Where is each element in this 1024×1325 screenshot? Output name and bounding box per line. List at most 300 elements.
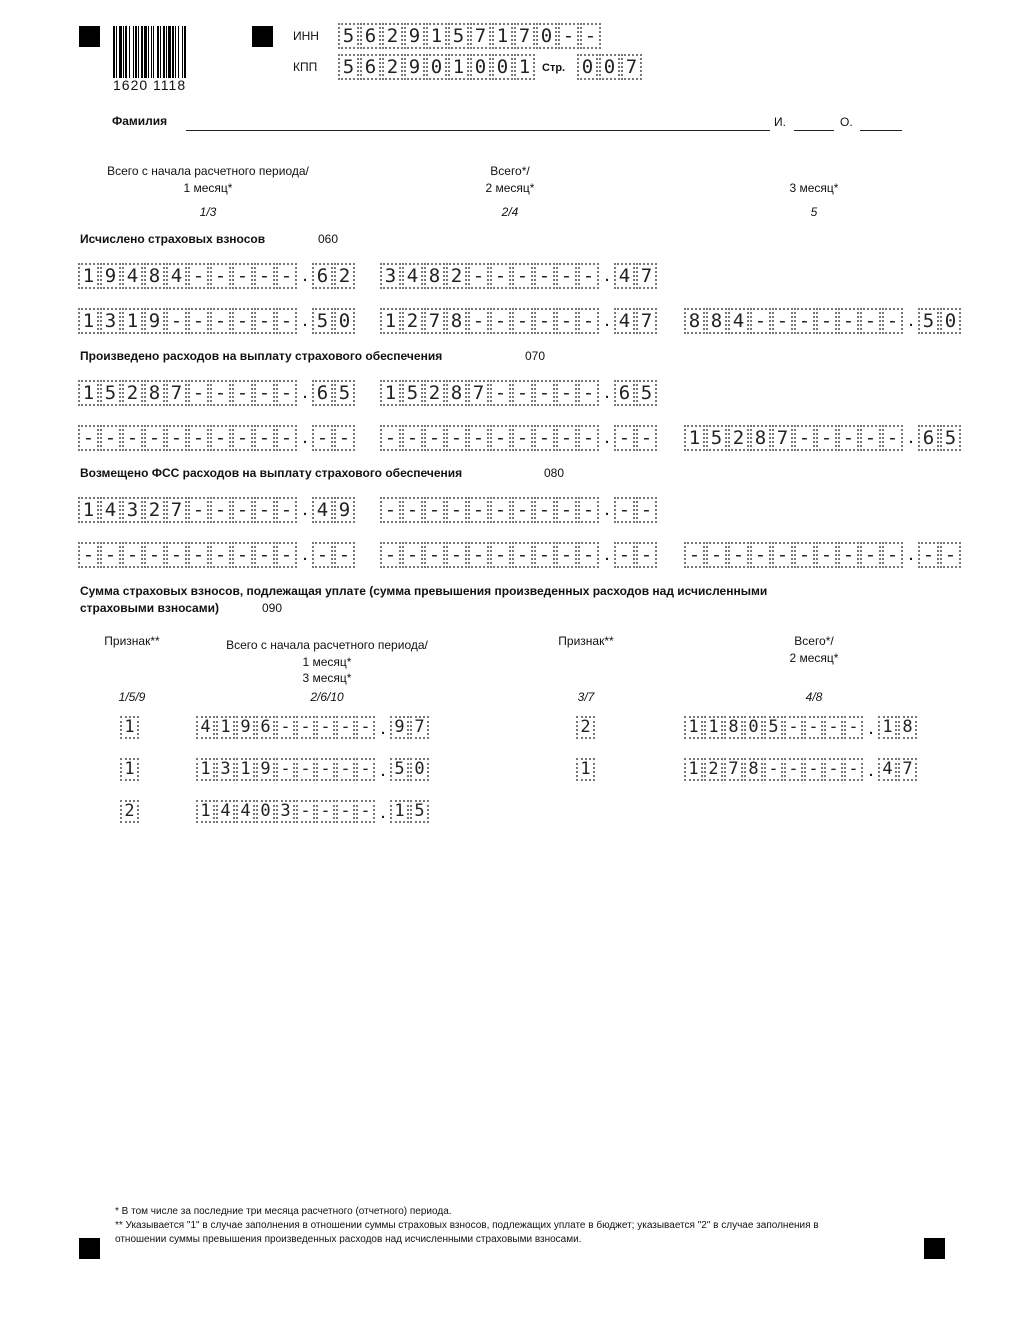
char-cell[interactable]: - bbox=[276, 542, 297, 568]
char-cell[interactable]: - bbox=[556, 497, 577, 523]
char-cell[interactable]: - bbox=[512, 425, 533, 451]
char-cell[interactable]: - bbox=[276, 716, 295, 739]
char-cell[interactable]: 8 bbox=[446, 380, 467, 406]
char-cell[interactable]: - bbox=[706, 542, 727, 568]
char-cell[interactable]: - bbox=[534, 380, 555, 406]
char-cell[interactable]: - bbox=[210, 263, 231, 289]
char-cell[interactable]: 1 bbox=[122, 308, 143, 334]
char-cell[interactable]: 8 bbox=[144, 380, 165, 406]
char-cell[interactable]: - bbox=[556, 542, 577, 568]
char-cell[interactable]: - bbox=[804, 716, 823, 739]
char-cell[interactable]: - bbox=[402, 542, 423, 568]
amount-field-070-r2-c1[interactable] bbox=[78, 425, 356, 451]
barcode bbox=[113, 26, 233, 78]
char-cell[interactable]: - bbox=[490, 308, 511, 334]
char-cell[interactable]: - bbox=[100, 542, 121, 568]
char-cell[interactable]: 7 bbox=[468, 380, 489, 406]
char-cell[interactable]: 1 bbox=[878, 716, 897, 739]
char-cell[interactable]: 5 bbox=[706, 425, 727, 451]
char-cell[interactable]: 7 bbox=[410, 716, 429, 739]
char-cell[interactable]: - bbox=[534, 425, 555, 451]
initial-i-line[interactable] bbox=[794, 114, 834, 131]
char-cell[interactable]: - bbox=[254, 263, 275, 289]
char-cell[interactable]: - bbox=[838, 542, 859, 568]
char-cell[interactable]: - bbox=[316, 716, 335, 739]
char-cell[interactable]: 7 bbox=[724, 758, 743, 781]
char-cell[interactable]: 1 bbox=[380, 308, 401, 334]
char-cell[interactable]: - bbox=[446, 542, 467, 568]
amount-field-080-r2-c2[interactable] bbox=[380, 542, 658, 568]
char-cell[interactable]: - bbox=[772, 542, 793, 568]
char-cell[interactable]: 2 bbox=[334, 263, 355, 289]
char-cell[interactable]: - bbox=[380, 497, 401, 523]
char-cell[interactable]: 2 bbox=[382, 23, 403, 49]
char-cell[interactable]: - bbox=[166, 542, 187, 568]
char-cell[interactable]: - bbox=[580, 23, 601, 49]
char-cell[interactable]: - bbox=[804, 758, 823, 781]
char-cell[interactable]: - bbox=[882, 308, 903, 334]
char-cell[interactable]: - bbox=[882, 542, 903, 568]
char-cell[interactable]: 7 bbox=[636, 263, 657, 289]
char-cell[interactable]: 8 bbox=[724, 716, 743, 739]
char-cell[interactable]: - bbox=[334, 542, 355, 568]
char-cell[interactable]: 4 bbox=[196, 716, 215, 739]
char-cell[interactable]: - bbox=[336, 758, 355, 781]
char-cell[interactable]: - bbox=[764, 758, 783, 781]
char-cell[interactable]: 7 bbox=[166, 497, 187, 523]
char-cell[interactable]: 1 bbox=[380, 380, 401, 406]
char-cell[interactable]: - bbox=[356, 800, 375, 823]
kpp-field[interactable] bbox=[338, 54, 536, 80]
char-cell[interactable]: 1 bbox=[216, 716, 235, 739]
char-cell[interactable]: - bbox=[78, 425, 99, 451]
char-cell[interactable]: - bbox=[468, 497, 489, 523]
amount-field-080-r2-c3[interactable] bbox=[684, 542, 962, 568]
char-cell[interactable]: - bbox=[316, 800, 335, 823]
char-cell[interactable]: 2 bbox=[120, 800, 139, 823]
char-cell[interactable]: 4 bbox=[236, 800, 255, 823]
char-cell[interactable]: - bbox=[636, 542, 657, 568]
char-cell[interactable]: 0 bbox=[577, 54, 598, 80]
char-cell[interactable]: - bbox=[254, 308, 275, 334]
char-cell[interactable]: - bbox=[210, 308, 231, 334]
char-cell[interactable]: 4 bbox=[166, 263, 187, 289]
char-cell[interactable]: 3 bbox=[122, 497, 143, 523]
char-cell[interactable]: 8 bbox=[446, 308, 467, 334]
amount-field-070-r2-c2[interactable] bbox=[380, 425, 658, 451]
char-cell[interactable]: 1 bbox=[448, 54, 469, 80]
char-cell[interactable]: 1 bbox=[684, 425, 705, 451]
char-cell[interactable]: - bbox=[844, 716, 863, 739]
amount-field-060-r2-c3[interactable] bbox=[684, 308, 962, 334]
page-number-field[interactable] bbox=[577, 54, 643, 80]
char-cell[interactable]: - bbox=[144, 542, 165, 568]
char-cell[interactable]: 5 bbox=[918, 308, 939, 334]
char-cell[interactable]: 5 bbox=[312, 308, 333, 334]
char-cell[interactable]: - bbox=[210, 542, 231, 568]
char-cell[interactable]: - bbox=[556, 425, 577, 451]
char-cell[interactable]: 7 bbox=[772, 425, 793, 451]
amount-field-060-r1-c1[interactable] bbox=[78, 263, 356, 289]
char-cell[interactable]: - bbox=[636, 497, 657, 523]
char-cell[interactable]: - bbox=[100, 425, 121, 451]
char-cell[interactable]: 5 bbox=[636, 380, 657, 406]
amount-field-090-a-r2[interactable] bbox=[196, 758, 430, 782]
char-cell[interactable]: - bbox=[728, 542, 749, 568]
char-cell[interactable]: 7 bbox=[898, 758, 917, 781]
char-cell[interactable]: - bbox=[784, 758, 803, 781]
char-cell[interactable]: 6 bbox=[360, 54, 381, 80]
amount-field-080-r1-c1[interactable] bbox=[78, 497, 356, 523]
char-cell[interactable]: - bbox=[512, 308, 533, 334]
char-cell[interactable]: - bbox=[276, 758, 295, 781]
char-cell[interactable]: 1 bbox=[196, 758, 215, 781]
char-cell[interactable]: 2 bbox=[402, 308, 423, 334]
char-cell[interactable]: - bbox=[188, 263, 209, 289]
char-cell[interactable]: - bbox=[296, 758, 315, 781]
char-cell[interactable]: - bbox=[816, 308, 837, 334]
char-cell[interactable]: 7 bbox=[424, 308, 445, 334]
char-cell[interactable]: 1 bbox=[196, 800, 215, 823]
char-cell[interactable]: 7 bbox=[166, 380, 187, 406]
amount-field-060-r2-c1[interactable] bbox=[78, 308, 356, 334]
char-cell[interactable]: - bbox=[276, 380, 297, 406]
char-cell[interactable]: 1 bbox=[576, 758, 595, 781]
amount-field-060-r1-c2[interactable] bbox=[380, 263, 658, 289]
char-cell[interactable]: 8 bbox=[144, 263, 165, 289]
char-cell[interactable]: 1 bbox=[120, 758, 139, 781]
char-cell[interactable]: 1 bbox=[78, 263, 99, 289]
char-cell[interactable]: - bbox=[534, 542, 555, 568]
char-cell[interactable]: 9 bbox=[404, 23, 425, 49]
char-cell[interactable]: - bbox=[556, 308, 577, 334]
char-cell[interactable]: 1 bbox=[426, 23, 447, 49]
char-cell[interactable]: 1 bbox=[492, 23, 513, 49]
char-cell[interactable]: 4 bbox=[312, 497, 333, 523]
char-cell[interactable]: - bbox=[188, 497, 209, 523]
char-cell[interactable]: - bbox=[578, 380, 599, 406]
char-cell[interactable]: - bbox=[838, 308, 859, 334]
char-cell[interactable]: - bbox=[424, 425, 445, 451]
char-cell[interactable]: - bbox=[232, 308, 253, 334]
decimal-separator: . bbox=[302, 426, 308, 448]
char-cell[interactable]: - bbox=[838, 425, 859, 451]
char-cell[interactable]: - bbox=[144, 425, 165, 451]
amount-field-080-r1-c2[interactable] bbox=[380, 497, 658, 523]
char-cell[interactable]: 5 bbox=[448, 23, 469, 49]
sign-field-2[interactable] bbox=[576, 758, 596, 781]
char-cell[interactable]: - bbox=[276, 308, 297, 334]
num-sign2: 3/7 bbox=[577, 690, 595, 704]
char-cell[interactable]: 6 bbox=[312, 263, 333, 289]
char-cell[interactable]: 1 bbox=[514, 54, 535, 80]
char-cell[interactable]: 0 bbox=[492, 54, 513, 80]
char-cell[interactable]: - bbox=[232, 380, 253, 406]
char-cell[interactable]: 5 bbox=[410, 800, 429, 823]
char-cell[interactable]: - bbox=[296, 800, 315, 823]
char-cell[interactable]: 4 bbox=[614, 308, 635, 334]
char-cell[interactable]: 5 bbox=[100, 380, 121, 406]
char-cell[interactable]: - bbox=[824, 758, 843, 781]
char-cell[interactable]: 2 bbox=[144, 497, 165, 523]
char-cell[interactable]: - bbox=[166, 308, 187, 334]
char-cell[interactable]: - bbox=[468, 542, 489, 568]
amount-field-060-r2-c2[interactable] bbox=[380, 308, 658, 334]
char-cell[interactable]: - bbox=[446, 425, 467, 451]
char-cell[interactable]: - bbox=[188, 425, 209, 451]
sign-field-1[interactable] bbox=[120, 716, 140, 739]
char-cell[interactable]: 2 bbox=[122, 380, 143, 406]
char-cell[interactable]: 5 bbox=[338, 54, 359, 80]
amount-field-070-r1-c2[interactable] bbox=[380, 380, 658, 406]
amount-field-070-r1-c1[interactable] bbox=[78, 380, 356, 406]
char-cell[interactable]: 4 bbox=[728, 308, 749, 334]
sign-field-1[interactable] bbox=[120, 800, 140, 823]
inn-field[interactable] bbox=[338, 23, 602, 49]
char-cell[interactable]: 9 bbox=[100, 263, 121, 289]
char-cell[interactable]: - bbox=[402, 425, 423, 451]
char-cell[interactable]: - bbox=[254, 497, 275, 523]
char-cell[interactable]: - bbox=[402, 497, 423, 523]
char-cell[interactable]: - bbox=[468, 263, 489, 289]
char-cell[interactable]: - bbox=[446, 497, 467, 523]
char-cell[interactable]: 2 bbox=[382, 54, 403, 80]
char-cell[interactable]: 0 bbox=[470, 54, 491, 80]
char-cell[interactable]: 0 bbox=[536, 23, 557, 49]
char-cell[interactable]: - bbox=[940, 542, 961, 568]
char-cell[interactable]: - bbox=[122, 542, 143, 568]
char-cell[interactable]: - bbox=[232, 263, 253, 289]
kpp-label: КПП bbox=[293, 60, 318, 74]
char-cell[interactable]: - bbox=[210, 425, 231, 451]
char-cell[interactable]: 0 bbox=[334, 308, 355, 334]
char-cell[interactable]: - bbox=[534, 497, 555, 523]
amount-field-070-r2-c3[interactable] bbox=[684, 425, 962, 451]
char-cell[interactable]: 6 bbox=[256, 716, 275, 739]
char-cell[interactable]: 5 bbox=[338, 23, 359, 49]
char-cell[interactable]: - bbox=[918, 542, 939, 568]
char-cell[interactable]: - bbox=[296, 716, 315, 739]
char-cell[interactable]: - bbox=[816, 542, 837, 568]
char-cell[interactable]: - bbox=[334, 425, 355, 451]
char-cell[interactable]: 9 bbox=[144, 308, 165, 334]
char-cell[interactable]: - bbox=[750, 542, 771, 568]
amount-field-080-r2-c1[interactable] bbox=[78, 542, 356, 568]
char-cell[interactable]: - bbox=[860, 308, 881, 334]
char-cell[interactable]: 9 bbox=[390, 716, 409, 739]
char-cell[interactable]: - bbox=[490, 380, 511, 406]
initial-o-line[interactable] bbox=[860, 114, 902, 131]
char-cell[interactable]: 0 bbox=[940, 308, 961, 334]
char-cell[interactable]: 4 bbox=[878, 758, 897, 781]
char-cell[interactable]: 2 bbox=[728, 425, 749, 451]
char-cell[interactable]: 1 bbox=[390, 800, 409, 823]
char-cell[interactable]: 5 bbox=[940, 425, 961, 451]
char-cell[interactable]: - bbox=[356, 716, 375, 739]
char-cell[interactable]: - bbox=[122, 425, 143, 451]
char-cell[interactable]: - bbox=[210, 380, 231, 406]
char-cell[interactable]: 3 bbox=[100, 308, 121, 334]
char-cell[interactable]: - bbox=[578, 497, 599, 523]
char-cell[interactable]: - bbox=[750, 308, 771, 334]
amount-field-090-b-r2[interactable] bbox=[684, 758, 918, 782]
char-cell[interactable]: - bbox=[336, 800, 355, 823]
char-cell[interactable]: 0 bbox=[256, 800, 275, 823]
char-cell[interactable]: - bbox=[312, 542, 333, 568]
char-cell[interactable]: 2 bbox=[576, 716, 595, 739]
char-cell[interactable]: 6 bbox=[918, 425, 939, 451]
sign-field-2[interactable] bbox=[576, 716, 596, 739]
char-cell[interactable]: 2 bbox=[704, 758, 723, 781]
char-cell[interactable]: 1 bbox=[78, 380, 99, 406]
char-cell[interactable]: 2 bbox=[424, 380, 445, 406]
char-cell[interactable]: 4 bbox=[402, 263, 423, 289]
char-cell[interactable]: 9 bbox=[256, 758, 275, 781]
char-cell[interactable]: - bbox=[490, 497, 511, 523]
amount-field-090-b-r1[interactable] bbox=[684, 716, 918, 740]
amount-field-090-a-r1[interactable] bbox=[196, 716, 430, 740]
char-cell[interactable]: 5 bbox=[334, 380, 355, 406]
char-cell[interactable]: 4 bbox=[614, 263, 635, 289]
col2-number: 2/4 bbox=[501, 205, 519, 219]
char-cell[interactable]: 9 bbox=[334, 497, 355, 523]
char-cell[interactable]: - bbox=[312, 425, 333, 451]
char-cell[interactable]: - bbox=[78, 542, 99, 568]
char-cell[interactable]: - bbox=[468, 308, 489, 334]
char-cell[interactable]: 1 bbox=[120, 716, 139, 739]
char-cell[interactable]: 5 bbox=[390, 758, 409, 781]
amount-field-090-a-r3[interactable] bbox=[196, 800, 430, 824]
char-cell[interactable]: 7 bbox=[470, 23, 491, 49]
char-cell[interactable]: - bbox=[614, 497, 635, 523]
char-cell[interactable]: - bbox=[824, 716, 843, 739]
char-cell[interactable]: - bbox=[684, 542, 705, 568]
char-cell[interactable]: - bbox=[424, 497, 445, 523]
char-cell[interactable]: - bbox=[816, 425, 837, 451]
char-cell[interactable]: 3 bbox=[276, 800, 295, 823]
char-cell[interactable]: 6 bbox=[360, 23, 381, 49]
char-cell[interactable]: - bbox=[254, 425, 275, 451]
char-cell[interactable]: - bbox=[188, 380, 209, 406]
char-cell[interactable]: 4 bbox=[216, 800, 235, 823]
char-cell[interactable]: - bbox=[188, 542, 209, 568]
char-cell[interactable]: 8 bbox=[706, 308, 727, 334]
char-cell[interactable]: - bbox=[232, 542, 253, 568]
char-cell[interactable]: - bbox=[534, 263, 555, 289]
char-cell[interactable]: - bbox=[636, 425, 657, 451]
char-cell[interactable]: - bbox=[316, 758, 335, 781]
char-cell[interactable]: 1 bbox=[684, 758, 703, 781]
char-cell[interactable]: - bbox=[558, 23, 579, 49]
char-cell[interactable]: - bbox=[578, 542, 599, 568]
char-cell[interactable]: 8 bbox=[424, 263, 445, 289]
char-cell[interactable]: - bbox=[772, 308, 793, 334]
char-cell[interactable]: 1 bbox=[684, 716, 703, 739]
char-cell[interactable]: - bbox=[578, 263, 599, 289]
char-cell[interactable]: 0 bbox=[744, 716, 763, 739]
char-cell[interactable]: - bbox=[556, 380, 577, 406]
char-cell[interactable]: 7 bbox=[514, 23, 535, 49]
char-cell[interactable]: - bbox=[512, 380, 533, 406]
char-cell[interactable]: - bbox=[578, 308, 599, 334]
char-cell[interactable]: - bbox=[860, 542, 881, 568]
char-cell[interactable]: 8 bbox=[898, 716, 917, 739]
char-cell[interactable]: - bbox=[380, 425, 401, 451]
char-cell[interactable]: 1 bbox=[78, 308, 99, 334]
char-cell[interactable]: - bbox=[468, 425, 489, 451]
char-cell[interactable]: - bbox=[232, 497, 253, 523]
char-cell[interactable]: 7 bbox=[621, 54, 642, 80]
surname-line[interactable] bbox=[186, 114, 770, 131]
char-cell[interactable]: 7 bbox=[636, 308, 657, 334]
char-cell[interactable]: 6 bbox=[312, 380, 333, 406]
char-cell[interactable]: - bbox=[232, 425, 253, 451]
char-cell[interactable]: - bbox=[784, 716, 803, 739]
char-cell[interactable]: - bbox=[512, 263, 533, 289]
char-cell[interactable]: - bbox=[860, 425, 881, 451]
char-cell[interactable]: 8 bbox=[750, 425, 771, 451]
char-cell[interactable]: - bbox=[490, 263, 511, 289]
char-cell[interactable]: - bbox=[844, 758, 863, 781]
char-cell[interactable]: - bbox=[794, 425, 815, 451]
char-cell[interactable]: 4 bbox=[100, 497, 121, 523]
char-cell[interactable]: 5 bbox=[764, 716, 783, 739]
char-cell[interactable]: 6 bbox=[614, 380, 635, 406]
char-cell[interactable]: 5 bbox=[402, 380, 423, 406]
char-cell[interactable]: 1 bbox=[236, 758, 255, 781]
char-cell[interactable]: - bbox=[614, 542, 635, 568]
char-cell[interactable]: 8 bbox=[744, 758, 763, 781]
char-cell[interactable]: - bbox=[490, 425, 511, 451]
char-cell[interactable]: 0 bbox=[599, 54, 620, 80]
char-cell[interactable]: - bbox=[276, 497, 297, 523]
char-cell[interactable]: - bbox=[336, 716, 355, 739]
char-cell[interactable]: - bbox=[794, 542, 815, 568]
char-cell[interactable]: 9 bbox=[404, 54, 425, 80]
char-cell[interactable]: 2 bbox=[446, 263, 467, 289]
char-cell[interactable]: - bbox=[794, 308, 815, 334]
char-cell[interactable]: 4 bbox=[122, 263, 143, 289]
char-cell[interactable]: 1 bbox=[78, 497, 99, 523]
char-cell[interactable]: 0 bbox=[410, 758, 429, 781]
char-cell[interactable]: - bbox=[614, 425, 635, 451]
char-cell[interactable]: - bbox=[556, 263, 577, 289]
char-cell[interactable]: - bbox=[356, 758, 375, 781]
char-cell[interactable]: - bbox=[424, 542, 445, 568]
sign-field-1[interactable] bbox=[120, 758, 140, 781]
char-cell[interactable]: - bbox=[254, 542, 275, 568]
char-cell[interactable]: - bbox=[276, 263, 297, 289]
char-cell[interactable]: - bbox=[534, 308, 555, 334]
char-cell[interactable]: 0 bbox=[426, 54, 447, 80]
char-cell[interactable]: - bbox=[490, 542, 511, 568]
char-cell[interactable]: 8 bbox=[684, 308, 705, 334]
char-cell[interactable]: - bbox=[188, 308, 209, 334]
char-cell[interactable]: - bbox=[882, 425, 903, 451]
char-cell[interactable]: - bbox=[578, 425, 599, 451]
char-cell[interactable]: 1 bbox=[704, 716, 723, 739]
char-cell[interactable]: - bbox=[380, 542, 401, 568]
char-cell[interactable]: 9 bbox=[236, 716, 255, 739]
char-cell[interactable]: - bbox=[166, 425, 187, 451]
char-cell[interactable]: - bbox=[254, 380, 275, 406]
char-cell[interactable]: - bbox=[210, 497, 231, 523]
char-cell[interactable]: 3 bbox=[216, 758, 235, 781]
char-cell[interactable]: 3 bbox=[380, 263, 401, 289]
char-cell[interactable]: - bbox=[276, 425, 297, 451]
char-cell[interactable]: - bbox=[512, 542, 533, 568]
char-cell[interactable]: - bbox=[512, 497, 533, 523]
